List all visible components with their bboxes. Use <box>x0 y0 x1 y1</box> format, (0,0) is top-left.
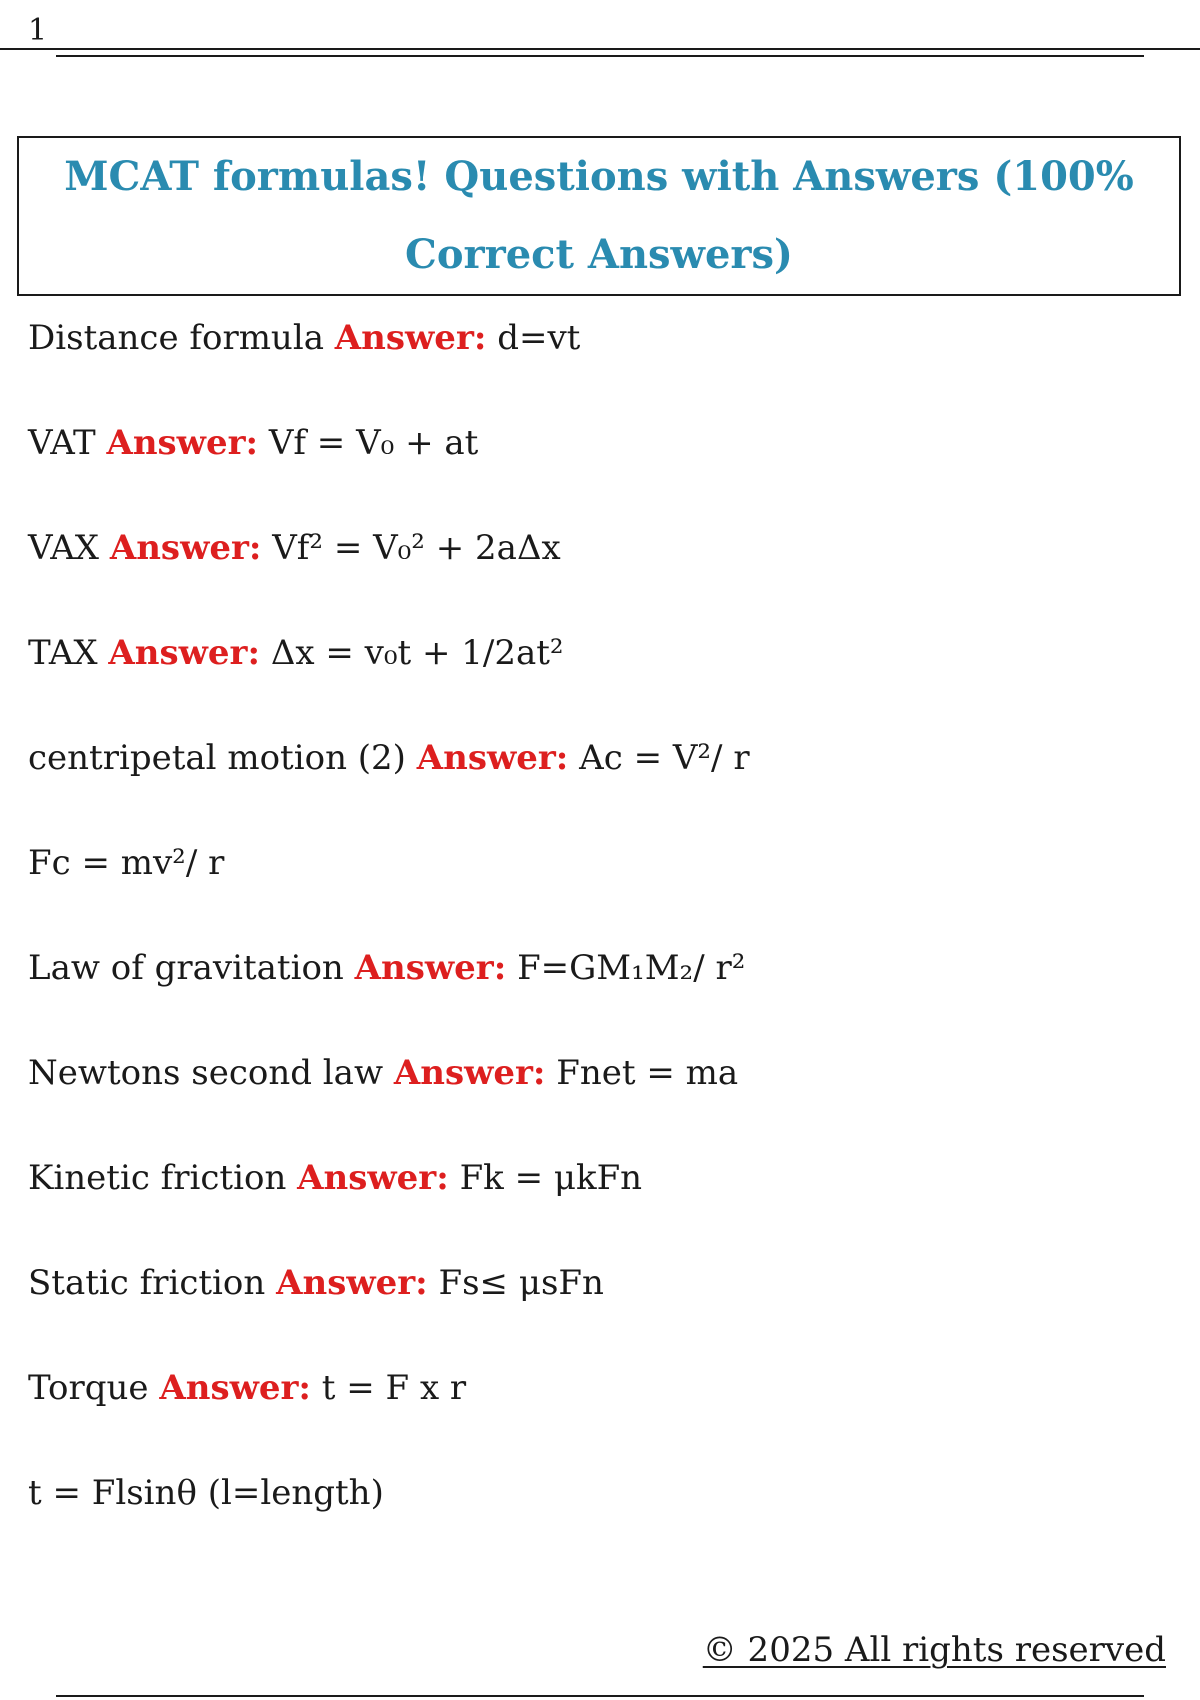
answer-text: t = F x r <box>321 1368 467 1408</box>
qa-item <box>28 310 1168 366</box>
question-text: TAX <box>28 633 98 673</box>
answer-text: F=GM₁M₂/ r² <box>517 948 746 988</box>
header-rule <box>0 48 1200 50</box>
qa-continuation <box>28 835 1168 891</box>
answer-label: Answer: <box>108 633 260 673</box>
question-text: VAT <box>28 423 96 463</box>
answer-text: Vf = V₀ + at <box>268 423 479 463</box>
question-text: Law of gravitation <box>28 948 344 988</box>
answer-label: Answer: <box>109 528 262 568</box>
page-number: 1 <box>28 13 48 48</box>
answer-text: Fs≤ μsFn <box>438 1263 604 1303</box>
answer-label: Answer: <box>354 948 507 988</box>
answer-text: Fk = μkFn <box>459 1158 643 1198</box>
qa-item <box>28 1150 1168 1206</box>
answer-text: Vf² = V₀² + 2aΔx <box>272 528 561 568</box>
header-rule-inner <box>56 55 1144 57</box>
question-text: Newtons second law <box>28 1053 384 1093</box>
answer-text: Δx = v₀t + 1/2at² <box>270 633 564 673</box>
title-box <box>17 136 1181 296</box>
question-text: Distance formula <box>28 318 324 358</box>
answer-text: Ac = V²/ r <box>579 738 750 778</box>
answer-label: Answer: <box>297 1158 449 1198</box>
answer-label: Answer: <box>393 1053 546 1093</box>
qa-item <box>28 730 1168 786</box>
answer-label: Answer: <box>416 738 569 778</box>
answer-label: Answer: <box>159 1368 311 1408</box>
question-text: Kinetic friction <box>28 1158 287 1198</box>
document-title: MCAT formulas! Questions with Answers (100% Correct Answers) <box>64 153 1134 278</box>
answer-label: Answer: <box>276 1263 428 1303</box>
qa-item <box>28 1360 1168 1416</box>
question-text: Static friction <box>28 1263 266 1303</box>
answer-text: d=vt <box>497 318 581 358</box>
qa-list <box>28 310 1168 1570</box>
qa-item <box>28 415 1168 471</box>
answer-label: Answer: <box>106 423 259 463</box>
footer-rule <box>56 1695 1144 1697</box>
qa-continuation <box>28 1465 1168 1521</box>
answer-text: Fnet = ma <box>556 1053 739 1093</box>
qa-item <box>28 1045 1168 1101</box>
question-text: VAX <box>28 528 100 568</box>
qa-item <box>28 1255 1168 1311</box>
qa-item <box>28 940 1168 996</box>
qa-item <box>28 625 1168 681</box>
answer-text: Fc = mv²/ r <box>28 843 225 883</box>
answer-text: t = Flsinθ (l=length) <box>28 1473 384 1513</box>
question-text: Torque <box>28 1368 149 1408</box>
copyright-footer: © 2025 All rights reserved <box>702 1630 1166 1670</box>
answer-label: Answer: <box>334 318 487 358</box>
question-text: centripetal motion (2) <box>28 738 406 778</box>
qa-item <box>28 520 1168 576</box>
